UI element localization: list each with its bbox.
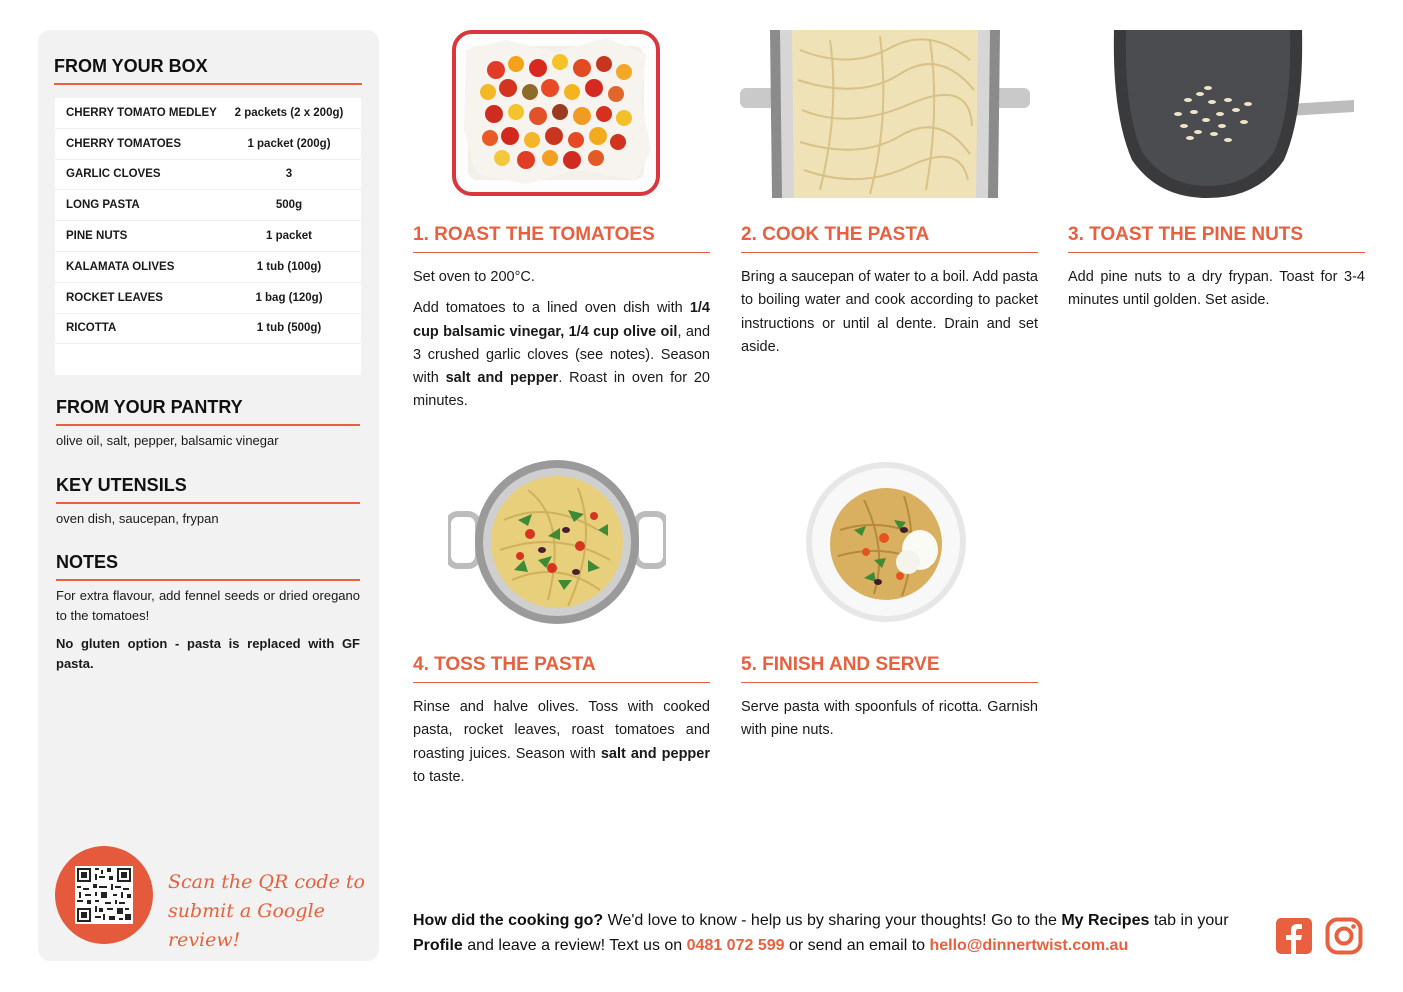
text-span: and leave a review! Text us on (462, 937, 687, 954)
step-body (1068, 266, 1365, 321)
notes-gluten-option: No gluten option - pasta is replaced with GF pasta. (56, 636, 360, 671)
step-text: Serve pasta with spoonfuls of ricotta. Garnish with pine nuts. (741, 699, 1038, 739)
footer-question: How did the cooking go? (413, 912, 604, 929)
step-title: 1. ROAST THE TOMATOES (413, 224, 710, 253)
notes-text: For extra flavour, add fennel seeds or dried oregano to the tomatoes! (56, 588, 360, 623)
step-text: Bring a saucepan of water to a boil. Add pasta to boiling water and cook according to packet instructions or until al dente. Drain and set aside. (741, 269, 1038, 355)
ingredient-name: CHERRY TOMATO MEDLEY (66, 106, 217, 119)
step-body (413, 696, 710, 797)
utensils-title: KEY UTENSILS (56, 475, 360, 504)
text-span: Rinse and halve olives. Toss with cooked pasta, rocket leaves, roast tomatoes and roasting juices. Season with (413, 699, 710, 762)
ingredients-panel (38, 30, 379, 961)
bold-text: salt and pepper (445, 370, 559, 387)
ingredient-name: PINE NUTS (66, 230, 128, 243)
qr-code-icon[interactable] (75, 866, 133, 924)
qr-text-line: Scan the QR code to (168, 871, 365, 893)
instagram-icon[interactable] (1325, 917, 1363, 955)
step-title: 5. FINISH AND SERVE (741, 654, 1038, 683)
ingredient-qty: 3 (285, 168, 293, 181)
toast-pine-nuts-image (1108, 30, 1358, 198)
ingredient-qty: 1 bag (120g) (255, 291, 323, 304)
text-span: We'd love to know - help us by sharing your thoughts! Go to the (603, 912, 1062, 929)
notes-title: NOTES (56, 552, 360, 581)
ingredient-qty: 1 packet (265, 230, 313, 243)
text-span: . Roast in oven for 20 minutes. (413, 370, 710, 410)
table-row (55, 252, 361, 283)
step-title: 4. TOSS THE PASTA (413, 654, 710, 683)
step-text (413, 696, 710, 789)
roast-tomatoes-image (446, 30, 666, 198)
toss-pasta-image (448, 460, 666, 628)
from-your-box-title: FROM YOUR BOX (54, 56, 362, 85)
table-row (55, 98, 361, 129)
table-row (55, 221, 361, 252)
text-span: tab in your (1149, 912, 1229, 929)
phone-link[interactable]: 0481 072 599 (686, 937, 785, 954)
text-span: Add tomatoes to a lined oven dish with (413, 300, 690, 317)
table-row (55, 190, 361, 221)
facebook-icon[interactable] (1275, 917, 1313, 955)
email-link[interactable]: hello@dinnertwist.com.au (929, 937, 1129, 954)
bold-text: 1/4 cup balsamic vinegar, 1/4 cup olive oil (413, 300, 710, 340)
table-row (55, 129, 361, 160)
step-text: Add pine nuts to a dry frypan. Toast for 3-4 minutes until golden. Set aside. (1068, 269, 1365, 309)
ingredient-name: LONG PASTA (66, 199, 140, 212)
ingredient-qty: 1 tub (100g) (256, 260, 322, 273)
pantry-title: FROM YOUR PANTRY (56, 397, 360, 426)
step-text (413, 297, 710, 413)
text-span: , and 3 crushed garlic cloves (see notes). Season with (413, 323, 711, 387)
ingredient-name: ROCKET LEAVES (66, 291, 163, 304)
ingredient-name: RICOTTA (66, 322, 117, 335)
qr-badge[interactable] (55, 846, 153, 944)
pantry-text: olive oil, salt, pepper, balsamic vinegar (56, 433, 279, 448)
qr-review-text (168, 868, 368, 955)
text-span: or send an email to (784, 937, 930, 954)
ingredient-qty: 2 packets (2 x 200g) (234, 106, 344, 119)
text-span: to taste. (413, 768, 465, 785)
step-body (741, 266, 1038, 367)
ingredient-name: KALAMATA OLIVES (66, 260, 175, 273)
step-body (741, 696, 1038, 751)
step-body (413, 266, 710, 422)
utensils-text: oven dish, saucepan, frypan (56, 511, 219, 526)
ingredients-table (55, 98, 361, 375)
table-row (55, 314, 361, 345)
ingredient-qty: 1 packet (200g) (247, 137, 331, 150)
cook-pasta-image (740, 30, 1030, 198)
step-text: Set oven to 200°C. (413, 269, 535, 285)
ingredient-qty: 1 tub (500g) (256, 322, 322, 335)
table-row (55, 160, 361, 191)
my-recipes-link[interactable]: My Recipes (1061, 912, 1150, 929)
step-title: 2. COOK THE PASTA (741, 224, 1038, 253)
feedback-footer (413, 908, 1263, 958)
bold-text: salt and pepper (600, 745, 710, 762)
ingredient-name: GARLIC CLOVES (66, 168, 161, 181)
step-title: 3. TOAST THE PINE NUTS (1068, 224, 1365, 253)
profile-link[interactable]: Profile (413, 937, 463, 954)
ingredient-qty: 500g (275, 199, 303, 212)
ingredient-name: CHERRY TOMATOES (66, 137, 182, 150)
finish-and-serve-image (804, 460, 968, 624)
qr-text-line: submit a Google review! (168, 900, 325, 951)
table-row (55, 283, 361, 314)
